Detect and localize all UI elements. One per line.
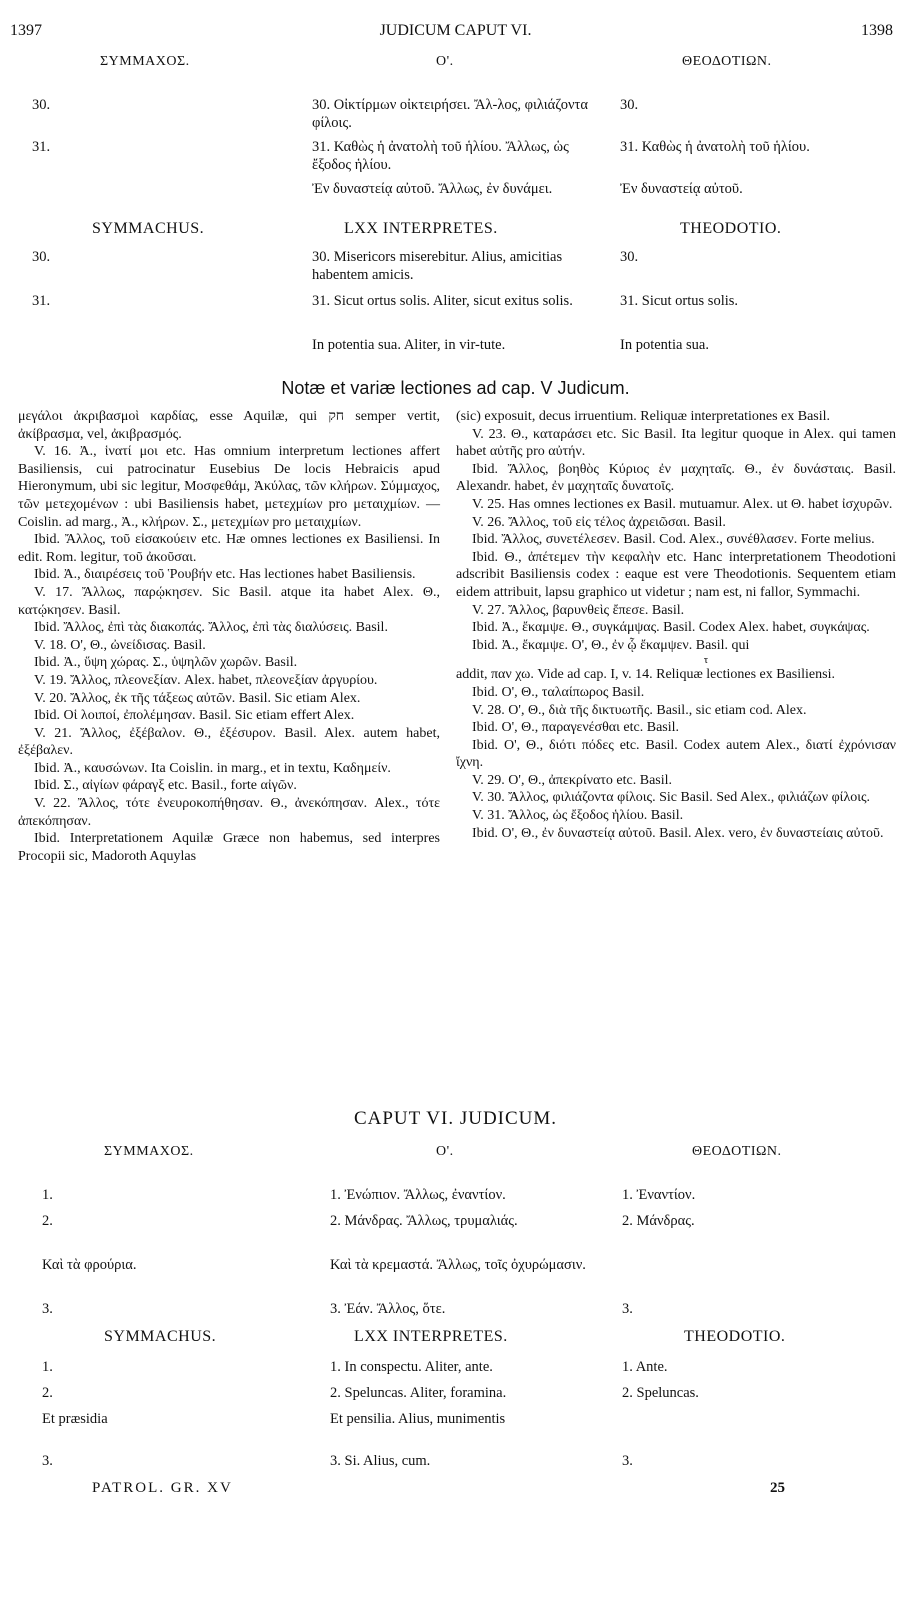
greek-head-lxx: Ο'. bbox=[436, 54, 454, 69]
note-left-5: Ibid. Ἄλλος, ἐπὶ τὰς διακοπάς. Ἄλλος, ἐπὶ τὰς διαλύσεις. Basil. bbox=[34, 620, 388, 636]
bottom-latin-row-presidia-lxx: Et pensilia. Alius, munimentis bbox=[330, 1411, 506, 1427]
greek-row-power-lxx: Ἐν δυναστείᾳ αὐτοῦ. Ἄλλως, ἐν δυνάμει. bbox=[312, 181, 553, 197]
latin-row-30-sym: 30. bbox=[32, 249, 51, 265]
bottom-greek-row-3-theo: 3. bbox=[622, 1301, 633, 1317]
bottom-latin-row-1-sym: 1. bbox=[42, 1359, 53, 1375]
bottom-latin-row-2-lxx: 2. Speluncas. Aliter, foramina. bbox=[330, 1385, 507, 1401]
note-left-10: Ibid. Οἱ λοιποί, ἐπολέμησαν. Basil. Sic etiam effert Alex. bbox=[34, 708, 355, 724]
note-right-19: Ibid. Ο', Θ., ἐν δυναστείᾳ αὐτοῦ. Basil. Alex. vero, ἐν δυναστείαις αὐτοῦ. bbox=[472, 825, 884, 841]
note-right-10: τ bbox=[703, 654, 709, 667]
note-right-8: Ibid. Ἀ., ἔκαμψε. Θ., συγκάμψας. Basil. Codex Alex. habet, συγκάψας. bbox=[472, 620, 870, 636]
note-left-15: Ibid. Interpretationem Aquilæ Græce non habemus, sed interpres Procopii sic, Madoroth Aquylas bbox=[18, 831, 440, 864]
note-right-6: Ibid. Θ., ἀπέτεμεν τὴν κεφαλὴν etc. Hanc interpretationem Theodotioni adscribit Basiliensis codex : eaque est vere Theodotionis. Sequentem etiam eidem attribuit, lapsu graphico ut videtur ; nam est, ni fallor, Symmachi. bbox=[456, 549, 896, 600]
note-right-13: V. 28. Ο', Θ., διὰ τῆς δικτυωτῆς. Basil., sic etiam cod. Alex. bbox=[472, 702, 807, 718]
note-left-7: Ibid. Ἀ., ὕψη χώρας. Σ., ὑψηλῶν χωρῶν. Basil. bbox=[34, 655, 298, 671]
note-left-1: V. 16. Ἀ., ἱνατί μοι etc. Has omnium interpretum lectiones affert Basiliensis, cui patrocinatur Eusebius De locis Hebraicis apud Hieronymum, ubi sic legitur, Μοσφεθάμ, Ἀκύλας, τῶν κλήρων. Σύμμαχος, τῶν μετεχομένων : ubi Basiliensis habet, μετεχμίων pro μεταιχμίων. — Coislin. ad marg., Ἀ., κλήρων. Σ., μετεχμίων pro μεταιχμίων. bbox=[18, 444, 440, 530]
greek-row-31-sym: 31. bbox=[32, 139, 51, 155]
note-left-8: V. 19. Ἄλλος, πλεονεξίαν. Alex. habet, πλεονεξίαν ἀργυρίου. bbox=[34, 672, 378, 688]
bottom-latin-row-3-theo: 3. bbox=[622, 1453, 633, 1469]
note-right-12: Ibid. Ο', Θ., ταλαίπωρος Basil. bbox=[472, 684, 645, 700]
note-left-4: V. 17. Ἄλλως, παρῴκησεν. Sic Basil. atque ita habet Alex. Θ., κατῴκησεν. Basil. bbox=[18, 584, 440, 618]
note-right-3: V. 25. Has omnes lectiones ex Basil. mutuamur. Alex. ut Θ. habet ἰσχυρῶν. bbox=[472, 496, 893, 512]
latin-row-power-lxx: In potentia sua. Aliter, in vir-tute. bbox=[312, 337, 506, 353]
bottom-greek-row-2-sym: 2. bbox=[42, 1213, 53, 1229]
note-left-3: Ibid. Ἀ., διαιρέσεις τοῦ Ῥουβήν etc. Has lectiones habet Basiliensis. bbox=[34, 567, 416, 583]
latin-head-theodotion: THEODOTIO. bbox=[680, 220, 782, 237]
note-left-11: V. 21. Ἄλλος, ἐξέβαλον. Θ., ἐξέσυρον. Basil. Alex. autem habet, ἐξέβαλεν. bbox=[18, 725, 440, 759]
bottom-greek-row-1-theo: 1. Ἐναντίον. bbox=[622, 1187, 696, 1203]
note-right-4: V. 26. Ἄλλος, τοῦ εἰς τέλος ἀχρειῶσαι. Basil. bbox=[472, 514, 726, 530]
latin-row-31-theo: 31. Sicut ortus solis. bbox=[620, 293, 739, 309]
notes-title: Notæ et variæ lectiones ad cap. V Judicum. bbox=[281, 378, 630, 398]
bottom-latin-row-3-lxx: 3. Si. Alius, cum. bbox=[330, 1453, 431, 1469]
note-left-13: Ibid. Σ., αἰγίων φάραγξ etc. Basil., forte αἰγῶν. bbox=[34, 778, 297, 794]
bottom-greek-row-1-lxx: 1. Ἐνώπιον. Ἄλλως, ἐναντίον. bbox=[330, 1187, 506, 1203]
greek-head-theodotion: ΘΕΟΔΟΤΙΩΝ. bbox=[682, 54, 772, 69]
greek-row-30-lxx: 30. Οἰκτίρμων οἰκτειρήσει. Ἄλ-λος, φιλιάζοντα φίλοις. bbox=[312, 97, 588, 131]
bottom-greek-head-lxx: Ο'. bbox=[436, 1144, 454, 1159]
note-right-0: (sic) exposuit, decus irruentium. Reliquæ interpretationes ex Basil. bbox=[456, 409, 831, 424]
bottom-latin-row-1-theo: 1. Ante. bbox=[622, 1359, 668, 1375]
note-right-11: addit, παν χω. Vide ad cap. I, v. 14. Reliquæ lectiones ex Basiliensi. bbox=[456, 667, 835, 683]
note-left-0: μεγάλοι ἀκριβασμοὶ καρδίας, esse Aquilæ, qui חק semper vertit, ἀκίβρασμα, vel, ἀκιβρασμός. bbox=[18, 409, 440, 442]
note-right-5: Ibid. Ἄλλος, συνετέλεσεν. Basil. Cod. Alex., συνέθλασεν. Forte melius. bbox=[472, 532, 875, 548]
bottom-greek-row-2-lxx: 2. Μάνδρας. Ἄλλως, τρυμαλιάς. bbox=[330, 1213, 518, 1229]
notes-right-column bbox=[456, 408, 896, 842]
bottom-latin-row-presidia-sym: Et præsidia bbox=[42, 1411, 108, 1427]
bottom-greek-row-1-sym: 1. bbox=[42, 1187, 53, 1203]
note-left-6: V. 18. Ο', Θ., ὠνείδισας. Basil. bbox=[34, 637, 206, 653]
latin-row-31-sym: 31. bbox=[32, 293, 51, 309]
greek-row-30-sym: 30. bbox=[32, 97, 51, 113]
caput-title: CAPUT VI. JUDICUM. bbox=[353, 1108, 558, 1129]
bottom-greek-row-forts-lxx: Καὶ τὰ κρεμαστά. Ἄλλως, τοῖς ὀχυρώμασιν. bbox=[330, 1257, 586, 1273]
latin-row-30-theo: 30. bbox=[620, 249, 639, 265]
latin-head-symmachus: SYMMACHUS. bbox=[92, 220, 205, 237]
greek-row-30-theo: 30. bbox=[620, 97, 639, 113]
bottom-latin-head-theodotion: THEODOTIO. bbox=[684, 1328, 786, 1345]
note-left-14: V. 22. Ἄλλος, τότε ἐνευροκοπήθησαν. Θ., ἀνεκόπησαν. Alex., τότε ἀπεκόπησαν. bbox=[18, 796, 440, 829]
bottom-latin-head-lxx: LXX INTERPRETES. bbox=[354, 1328, 508, 1345]
note-left-12: Ibid. Ἀ., καυσώνων. Ita Coislin. in marg., et in textu, Καδημείν. bbox=[34, 760, 391, 776]
bottom-greek-head-symmachus: ΣΥΜΜΑΧΟΣ. bbox=[104, 1144, 194, 1159]
notes-left-column bbox=[18, 408, 440, 865]
note-right-17: V. 30. Ἄλλος, φιλιάζοντα φίλοις. Sic Basil. Sed Alex., φιλιάζων φίλοις. bbox=[472, 790, 871, 806]
latin-row-31-lxx: 31. Sicut ortus solis. Aliter, sicut exitus solis. bbox=[312, 293, 573, 309]
greek-row-31-lxx: 31. Καθὼς ἡ ἀνατολὴ τοῦ ἡλίου. Ἄλλως, ὡς ἔξοδος ἡλίου. bbox=[312, 139, 569, 173]
note-right-16: V. 29. Ο', Θ., ἀπεκρίνατο etc. Basil. bbox=[472, 772, 673, 788]
note-left-2: Ibid. Ἄλλος, τοῦ εἰσακούειν etc. Hæ omnes lectiones ex Basiliensi. In edit. Rom. legitur, τοῦ ἀκοῦσαι. bbox=[18, 532, 440, 565]
note-right-1: V. 23. Θ., καταράσει etc. Sic Basil. Ita legitur quoque in Alex. qui tamen habet αὐτῆς pro αὐτήν. bbox=[456, 426, 896, 460]
note-right-14: Ibid. Ο', Θ., παραγενέσθαι etc. Basil. bbox=[472, 720, 680, 736]
latin-head-lxx: LXX INTERPRETES. bbox=[344, 220, 498, 237]
bottom-latin-row-2-sym: 2. bbox=[42, 1385, 53, 1401]
latin-row-30-lxx: 30. Misericors miserebitur. Alius, amicitias habentem amicis. bbox=[312, 249, 563, 283]
note-left-9: V. 20. Ἄλλος, ἐκ τῆς τάξεως αὐτῶν. Basil. Sic etiam Alex. bbox=[34, 690, 361, 706]
note-right-15: Ibid. Ο', Θ., διότι πόδες etc. Basil. Codex autem Alex., διατί ἐχρόνισαν ἴχνη. bbox=[456, 737, 896, 771]
latin-row-power-theo: In potentia sua. bbox=[620, 337, 709, 353]
page-number-left: 1397 bbox=[10, 22, 42, 39]
page-title: JUDICUM CAPUT VI. bbox=[379, 22, 532, 39]
bottom-latin-row-2-theo: 2. Speluncas. bbox=[622, 1385, 699, 1401]
bottom-latin-head-symmachus: SYMMACHUS. bbox=[104, 1328, 217, 1345]
bottom-greek-row-forts-sym: Καὶ τὰ φρούρια. bbox=[42, 1257, 137, 1273]
footer-left: PATROL. GR. XV bbox=[92, 1480, 233, 1496]
greek-row-31-theo: 31. Καθὼς ἡ ἀνατολὴ τοῦ ἡλίου. bbox=[620, 139, 810, 155]
note-right-18: V. 31. Ἄλλος, ὡς ἔξοδος ἡλίου. Basil. bbox=[472, 808, 684, 824]
bottom-latin-row-3-sym: 3. bbox=[42, 1453, 53, 1469]
greek-head-symmachus: ΣΥΜΜΑΧΟΣ. bbox=[100, 54, 190, 69]
note-right-9: Ibid. Ἀ., ἔκαμψε. Ο', Θ., ἐν ᾧ ἔκαμψεν. Basil. qui bbox=[472, 637, 750, 653]
bottom-greek-row-2-theo: 2. Μάνδρας. bbox=[622, 1213, 695, 1229]
note-right-7: V. 27. Ἄλλος, βαρυνθεὶς ἔπεσε. Basil. bbox=[472, 602, 685, 618]
bottom-latin-row-1-lxx: 1. In conspectu. Aliter, ante. bbox=[330, 1359, 493, 1375]
note-right-2: Ibid. Ἄλλος, βοηθὸς Κύριος ἐν μαχηταῖς. Θ., ἐν δυνάσταις. Basil. Alexandr. habet, ἐν μαχηταῖς δυνατοῖς. bbox=[456, 461, 896, 495]
bottom-greek-row-3-sym: 3. bbox=[42, 1301, 53, 1317]
bottom-greek-head-theodotion: ΘΕΟΔΟΤΙΩΝ. bbox=[692, 1144, 782, 1159]
page-number-right: 1398 bbox=[861, 22, 893, 39]
footer-right: 25 bbox=[770, 1480, 785, 1496]
greek-row-power-theo: Ἐν δυναστείᾳ αὐτοῦ. bbox=[620, 181, 743, 197]
bottom-greek-row-3-lxx: 3. Ἐάν. Ἄλλος, ὅτε. bbox=[330, 1301, 446, 1317]
